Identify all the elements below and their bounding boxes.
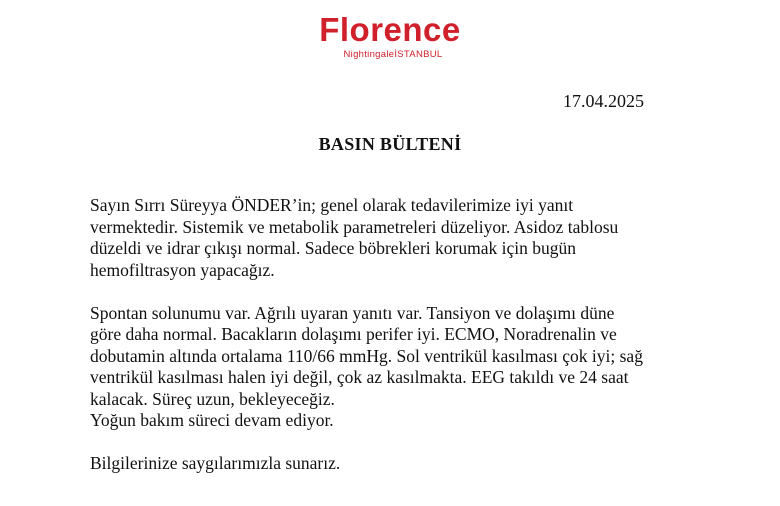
paragraph-line: Bilgilerinize saygılarımızla sunarız.	[90, 453, 341, 473]
logo-subtitle: NightingaleİSTANBUL	[343, 49, 443, 60]
paragraph-line: vermektedir. Sistemik ve metabolik parametreleri düzeliyor. Asidoz tablosu	[90, 216, 619, 237]
paragraph-condition	[90, 195, 690, 281]
paragraph-line: Sayın Sırrı Süreyya ÖNDER’in; genel olarak tedavilerimize iyi yanıt	[90, 195, 574, 215]
paragraph-line: Spontan solunumu var. Ağrılı uyaran yanıtı var. Tansiyon ve dolaşımı düne	[90, 302, 615, 323]
paragraph-vitals	[90, 303, 690, 432]
logo-wordmark: Florence	[319, 11, 461, 48]
paragraph-line: dobutamin altında ortalama 110/66 mmHg. Sol ventrikül kasılması çok iyi; sağ	[90, 345, 643, 366]
paragraph-line: hemofiltrasyon yapacağız.	[90, 259, 275, 280]
document-title: BASIN BÜLTENİ	[318, 134, 462, 154]
paragraph-closing	[90, 453, 690, 475]
paragraph-line: ventrikül kasılması halen iyi değil, çok az kasılmakta. EEG takıldı ve 24 saat	[90, 367, 629, 387]
release-date: 17.04.2025	[563, 91, 644, 111]
hospital-logo	[0, 12, 780, 60]
press-release-body	[90, 195, 690, 475]
paragraph-line: düzeldi ve idrar çıkışı normal. Sadece böbrekleri korumak için bugün	[90, 238, 576, 258]
paragraph-line: kalacak. Süreç uzun, bekleyeceğiz.	[90, 388, 335, 409]
paragraph-line: göre daha normal. Bacakların dolaşımı perifer iyi. ECMO, Noradrenalin ve	[90, 324, 617, 344]
paragraph-line: Yoğun bakım süreci devam ediyor.	[90, 410, 334, 430]
